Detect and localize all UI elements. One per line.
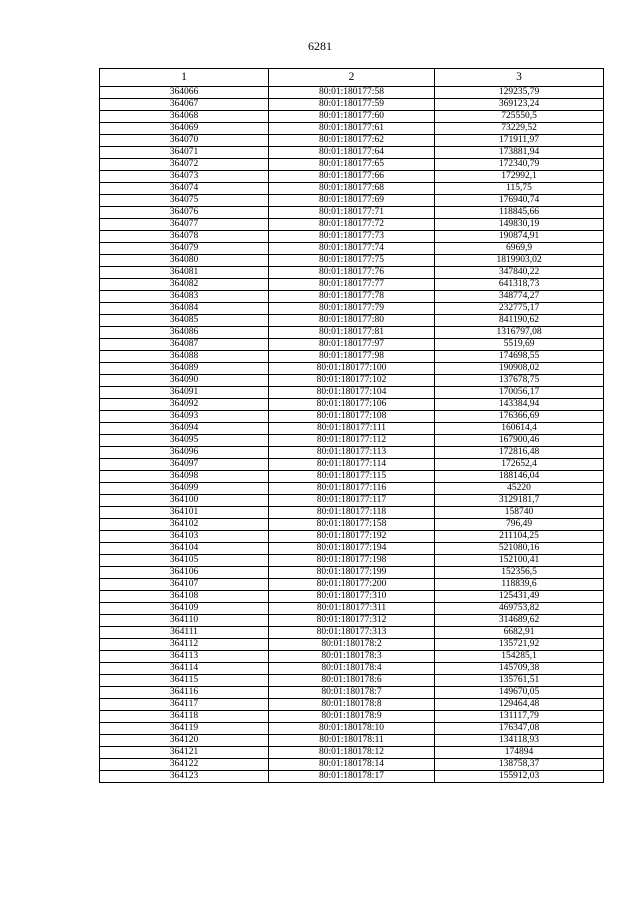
table-row [100,507,604,519]
record-number-cell: 364082 [100,279,269,291]
table-row [100,459,604,471]
value-cell: 172992,1 [435,171,604,183]
value-cell: 172652,4 [435,459,604,471]
record-number-cell: 364114 [100,663,269,675]
value-cell: 125431,49 [435,591,604,603]
record-number-cell: 364089 [100,363,269,375]
record-number-cell: 364090 [100,375,269,387]
column-header-1: 1 [100,69,269,87]
cadastral-number-cell: 80:01:180177:65 [269,159,435,171]
record-number-cell: 364098 [100,471,269,483]
value-cell: 149670,05 [435,687,604,699]
cadastral-number-cell: 80:01:180178:3 [269,651,435,663]
table-row [100,423,604,435]
record-number-cell: 364073 [100,171,269,183]
record-number-cell: 364122 [100,759,269,771]
table-row [100,159,604,171]
record-number-cell: 364102 [100,519,269,531]
record-number-cell: 364112 [100,639,269,651]
table-row [100,519,604,531]
table-row [100,735,604,747]
table-row [100,615,604,627]
table-row [100,207,604,219]
record-number-cell: 364067 [100,99,269,111]
table-row [100,411,604,423]
table-row [100,375,604,387]
table-row [100,699,604,711]
record-number-cell: 364077 [100,219,269,231]
cadastral-number-cell: 80:01:180177:312 [269,615,435,627]
table-row [100,183,604,195]
record-number-cell: 364109 [100,603,269,615]
value-cell: 135721,92 [435,639,604,651]
value-cell: 176940,74 [435,195,604,207]
value-cell: 131117,79 [435,711,604,723]
cadastral-number-cell: 80:01:180177:111 [269,423,435,435]
table-header-row [100,69,604,87]
cadastral-number-cell: 80:01:180177:62 [269,135,435,147]
table-row [100,195,604,207]
cadastral-number-cell: 80:01:180178:9 [269,711,435,723]
value-cell: 6682,91 [435,627,604,639]
cadastral-number-cell: 80:01:180177:114 [269,459,435,471]
cadastral-number-cell: 80:01:180178:8 [269,699,435,711]
record-number-cell: 364118 [100,711,269,723]
cadastral-number-cell: 80:01:180178:6 [269,675,435,687]
cadastral-number-cell: 80:01:180177:61 [269,123,435,135]
value-cell: 129235,79 [435,87,604,99]
record-number-cell: 364095 [100,435,269,447]
record-number-cell: 364078 [100,231,269,243]
value-cell: 137678,75 [435,375,604,387]
value-cell: 3129181,7 [435,495,604,507]
table-row [100,723,604,735]
value-cell: 138758,37 [435,759,604,771]
record-number-cell: 364069 [100,123,269,135]
cadastral-number-cell: 80:01:180177:64 [269,147,435,159]
table-row [100,483,604,495]
record-number-cell: 364104 [100,543,269,555]
record-number-cell: 364120 [100,735,269,747]
record-number-cell: 364097 [100,459,269,471]
table-row [100,123,604,135]
cadastral-number-cell: 80:01:180177:115 [269,471,435,483]
value-cell: 145709,38 [435,663,604,675]
cadastral-number-cell: 80:01:180178:14 [269,759,435,771]
table-row [100,687,604,699]
record-number-cell: 364092 [100,399,269,411]
value-cell: 170056,17 [435,387,604,399]
cadastral-number-cell: 80:01:180177:73 [269,231,435,243]
cadastral-number-cell: 80:01:180177:313 [269,627,435,639]
cadastral-number-cell: 80:01:180177:310 [269,591,435,603]
cadastral-number-cell: 80:01:180177:194 [269,543,435,555]
table-row [100,759,604,771]
record-number-cell: 364121 [100,747,269,759]
table-row [100,363,604,375]
value-cell: 152356,5 [435,567,604,579]
table-row [100,99,604,111]
table-row [100,399,604,411]
value-cell: 188146,04 [435,471,604,483]
cadastral-number-cell: 80:01:180177:198 [269,555,435,567]
record-number-cell: 364111 [100,627,269,639]
value-cell: 641318,73 [435,279,604,291]
record-number-cell: 364117 [100,699,269,711]
cadastral-number-cell: 80:01:180178:4 [269,663,435,675]
cadastral-number-cell: 80:01:180177:71 [269,207,435,219]
table-row [100,135,604,147]
record-number-cell: 364068 [100,111,269,123]
record-number-cell: 364081 [100,267,269,279]
table-row [100,591,604,603]
table-row [100,387,604,399]
table-row [100,531,604,543]
record-number-cell: 364107 [100,579,269,591]
cadastral-number-cell: 80:01:180177:77 [269,279,435,291]
table-row [100,639,604,651]
cadastral-number-cell: 80:01:180177:106 [269,399,435,411]
table-row [100,603,604,615]
record-number-cell: 364085 [100,315,269,327]
record-number-cell: 364076 [100,207,269,219]
table-row [100,219,604,231]
table-row [100,651,604,663]
table-row [100,279,604,291]
cadastral-number-cell: 80:01:180177:72 [269,219,435,231]
value-cell: 173881,94 [435,147,604,159]
cadastral-number-cell: 80:01:180177:98 [269,351,435,363]
table-row [100,111,604,123]
table-row [100,231,604,243]
value-cell: 118839,6 [435,579,604,591]
record-number-cell: 364066 [100,87,269,99]
record-number-cell: 364074 [100,183,269,195]
table-row [100,711,604,723]
record-number-cell: 364094 [100,423,269,435]
value-cell: 347840,22 [435,267,604,279]
cadastral-number-cell: 80:01:180177:68 [269,183,435,195]
cadastral-number-cell: 80:01:180177:100 [269,363,435,375]
value-cell: 174894 [435,747,604,759]
cadastral-number-cell: 80:01:180177:76 [269,267,435,279]
table-row [100,663,604,675]
record-number-cell: 364110 [100,615,269,627]
table-row [100,495,604,507]
value-cell: 45220 [435,483,604,495]
cadastral-number-cell: 80:01:180177:75 [269,255,435,267]
record-number-cell: 364071 [100,147,269,159]
record-number-cell: 364086 [100,327,269,339]
value-cell: 725550,5 [435,111,604,123]
value-cell: 5519,69 [435,339,604,351]
record-number-cell: 364119 [100,723,269,735]
cadastral-number-cell: 80:01:180177:74 [269,243,435,255]
table-row [100,291,604,303]
record-number-cell: 364072 [100,159,269,171]
cadastral-number-cell: 80:01:180177:200 [269,579,435,591]
value-cell: 190874,91 [435,231,604,243]
cadastral-number-cell: 80:01:180177:104 [269,387,435,399]
cadastral-number-cell: 80:01:180178:2 [269,639,435,651]
value-cell: 73229,52 [435,123,604,135]
cadastral-number-cell: 80:01:180177:81 [269,327,435,339]
column-header-2: 2 [269,69,435,87]
record-number-cell: 364099 [100,483,269,495]
value-cell: 174698,55 [435,351,604,363]
record-number-cell: 364070 [100,135,269,147]
value-cell: 348774,27 [435,291,604,303]
value-cell: 160614,4 [435,423,604,435]
table-row [100,435,604,447]
record-number-cell: 364103 [100,531,269,543]
value-cell: 171911,97 [435,135,604,147]
column-header-3: 3 [435,69,604,87]
value-cell: 129464,48 [435,699,604,711]
value-cell: 176366,69 [435,411,604,423]
cadastral-number-cell: 80:01:180177:66 [269,171,435,183]
record-number-cell: 364091 [100,387,269,399]
table-row [100,315,604,327]
value-cell: 190908,02 [435,363,604,375]
cadastral-number-cell: 80:01:180177:97 [269,339,435,351]
cadastral-number-cell: 80:01:180177:78 [269,291,435,303]
record-number-cell: 364088 [100,351,269,363]
record-number-cell: 364079 [100,243,269,255]
record-number-cell: 364106 [100,567,269,579]
record-number-cell: 364115 [100,675,269,687]
table-row [100,267,604,279]
value-cell: 1819903,02 [435,255,604,267]
table-row [100,627,604,639]
value-cell: 6969,9 [435,243,604,255]
value-cell: 115,75 [435,183,604,195]
value-cell: 149830,19 [435,219,604,231]
table-row [100,447,604,459]
value-cell: 521080,16 [435,543,604,555]
table-row [100,255,604,267]
table-row [100,567,604,579]
record-number-cell: 364075 [100,195,269,207]
record-number-cell: 364113 [100,651,269,663]
value-cell: 158740 [435,507,604,519]
table-row [100,771,604,783]
record-number-cell: 364105 [100,555,269,567]
record-number-cell: 364100 [100,495,269,507]
page-number: 6281 [308,39,332,53]
table-row [100,171,604,183]
table-row [100,747,604,759]
cadastral-number-cell: 80:01:180177:80 [269,315,435,327]
cadastral-number-cell: 80:01:180178:11 [269,735,435,747]
value-cell: 135761,51 [435,675,604,687]
table-row [100,147,604,159]
cadastral-number-cell: 80:01:180177:199 [269,567,435,579]
table-row [100,87,604,99]
table-row [100,339,604,351]
cadastral-number-cell: 80:01:180177:118 [269,507,435,519]
table-row [100,303,604,315]
land-parcel-table [99,68,604,783]
cadastral-number-cell: 80:01:180177:113 [269,447,435,459]
record-number-cell: 364096 [100,447,269,459]
value-cell: 314689,62 [435,615,604,627]
value-cell: 143384,94 [435,399,604,411]
table-row [100,471,604,483]
cadastral-number-cell: 80:01:180177:158 [269,519,435,531]
record-number-cell: 364123 [100,771,269,783]
value-cell: 155912,03 [435,771,604,783]
value-cell: 1316797,08 [435,327,604,339]
record-number-cell: 364080 [100,255,269,267]
record-number-cell: 364116 [100,687,269,699]
cadastral-number-cell: 80:01:180177:60 [269,111,435,123]
value-cell: 172816,48 [435,447,604,459]
cadastral-number-cell: 80:01:180177:192 [269,531,435,543]
cadastral-number-cell: 80:01:180177:112 [269,435,435,447]
table-row [100,351,604,363]
table-row [100,579,604,591]
table-body [100,87,604,783]
value-cell: 211104,25 [435,531,604,543]
value-cell: 118845,66 [435,207,604,219]
cadastral-number-cell: 80:01:180177:59 [269,99,435,111]
value-cell: 134118,93 [435,735,604,747]
table-row [100,327,604,339]
table-row [100,555,604,567]
table-row [100,543,604,555]
table-row [100,675,604,687]
record-number-cell: 364108 [100,591,269,603]
record-number-cell: 364087 [100,339,269,351]
value-cell: 796,49 [435,519,604,531]
cadastral-number-cell: 80:01:180178:12 [269,747,435,759]
cadastral-number-cell: 80:01:180177:58 [269,87,435,99]
value-cell: 176347,08 [435,723,604,735]
value-cell: 172340,79 [435,159,604,171]
value-cell: 154285,1 [435,651,604,663]
value-cell: 469753,82 [435,603,604,615]
cadastral-number-cell: 80:01:180177:69 [269,195,435,207]
cadastral-number-cell: 80:01:180177:102 [269,375,435,387]
record-number-cell: 364084 [100,303,269,315]
cadastral-number-cell: 80:01:180177:116 [269,483,435,495]
record-number-cell: 364093 [100,411,269,423]
cadastral-number-cell: 80:01:180177:117 [269,495,435,507]
cadastral-number-cell: 80:01:180177:79 [269,303,435,315]
cadastral-number-cell: 80:01:180178:10 [269,723,435,735]
value-cell: 841190,62 [435,315,604,327]
cadastral-number-cell: 80:01:180178:7 [269,687,435,699]
record-number-cell: 364083 [100,291,269,303]
value-cell: 152100,41 [435,555,604,567]
value-cell: 167900,46 [435,435,604,447]
cadastral-number-cell: 80:01:180178:17 [269,771,435,783]
record-number-cell: 364101 [100,507,269,519]
value-cell: 369123,24 [435,99,604,111]
value-cell: 232775,17 [435,303,604,315]
table-row [100,243,604,255]
cadastral-number-cell: 80:01:180177:108 [269,411,435,423]
cadastral-number-cell: 80:01:180177:311 [269,603,435,615]
